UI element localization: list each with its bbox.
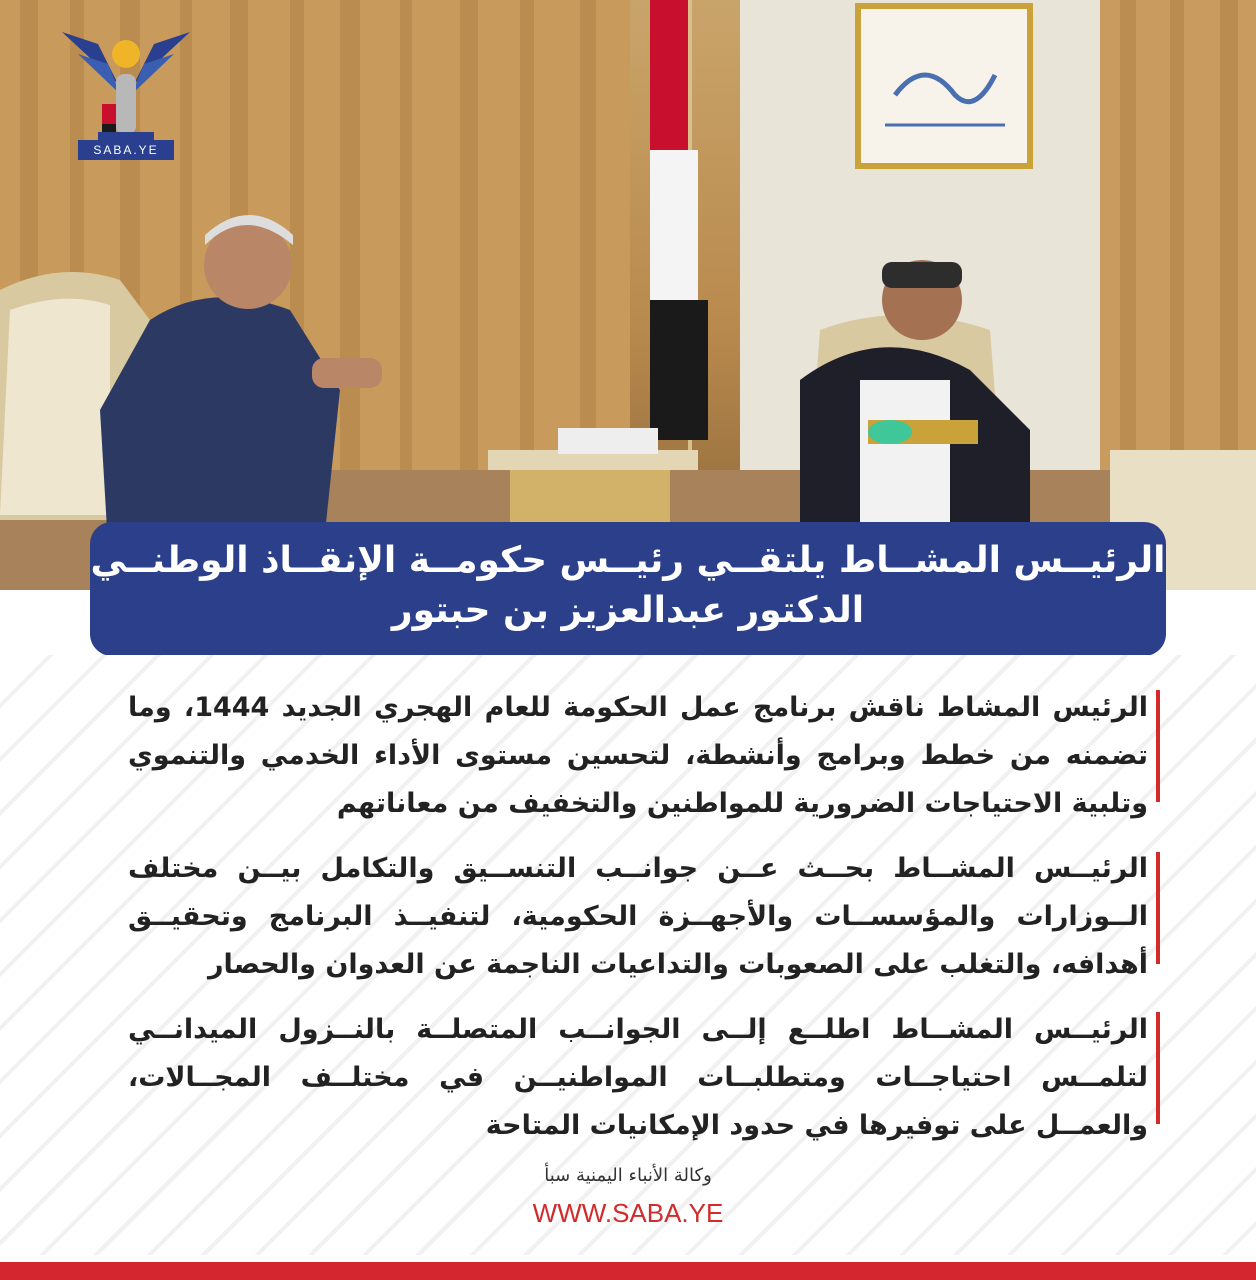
agency-name: وكالة الأنباء اليمنية سبأ <box>544 1165 712 1186</box>
bottom-stripe <box>0 1262 1256 1280</box>
paragraph-marker-3 <box>1156 1012 1160 1124</box>
paragraph-2: الرئيــس المشــاط بحــث عــن جوانــب التنســيق والتكامل بيــن مختلف الــوزارات والمؤسســات والأجهــزة الحكومية، لتنفيــذ البرنامج وتحقيــق أهدافه، والتغلب على الصعوبات والتداعيات الناجمة عن العدوان والحصار <box>128 853 1148 980</box>
paragraph-marker-2 <box>1156 852 1160 964</box>
paragraph-1: الرئيس المشاط ناقش برنامج عمل الحكومة للعام الهجري الجديد 1444، وما تضمنه من خطط وبرامج وأنشطة، لتحسين مستوى الأداء الخدمي والتنموي وتلبية الاحتياجات الضرورية للمواطنين والتخفيف من معاناتهم <box>128 692 1149 819</box>
meeting-photo <box>0 0 1256 590</box>
website-link[interactable]: WWW.SABA.YE <box>532 1198 724 1228</box>
paragraph-3: الرئيــس المشــاط اطلــع إلــى الجوانــب المتصلــة بالنــزول الميدانــي لتلمــس احتياجــات ومتطلبــات المواطنيــن في مختلــف المجــالات، والعمــل على توفيرها في حدود الإمكانيات المتاحة <box>128 1014 1148 1141</box>
headline-box <box>90 522 1166 656</box>
logo-text: SABA.YE <box>78 140 174 160</box>
headline-line-2: الدكتور عبدالعزيز بن حبتور <box>391 590 865 631</box>
paragraph-marker-1 <box>1156 690 1160 802</box>
headline-line-1: الرئيــس المشــاط يلتقــي رئيــس حكومــة الإنقــاذ الوطنــي <box>90 540 1166 581</box>
